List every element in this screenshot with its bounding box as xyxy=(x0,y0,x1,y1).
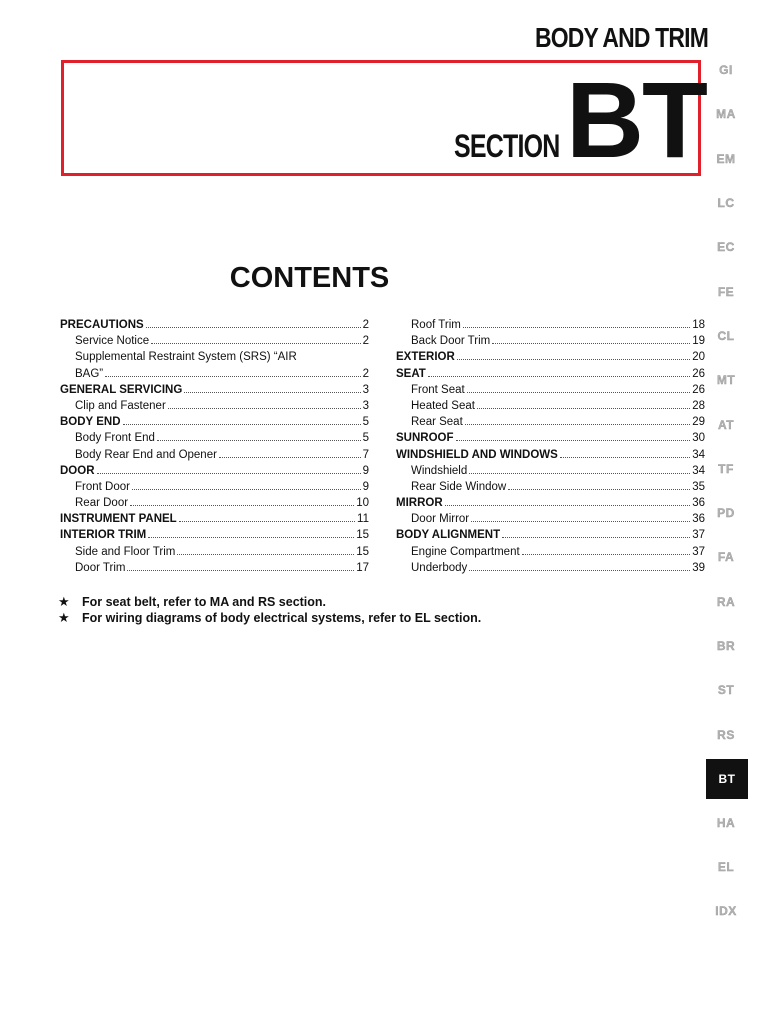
tab-cl[interactable]: CL xyxy=(717,328,735,343)
toc-entry-page: 37 xyxy=(692,529,705,542)
note-text: For wiring diagrams of body electrical systems, refer to EL section. xyxy=(82,611,482,625)
toc-entry-page: 26 xyxy=(692,367,705,380)
toc-entry-label: INSTRUMENT PANEL xyxy=(60,513,177,526)
toc-dot-leader xyxy=(467,392,691,393)
toc-entry-label: Door Trim xyxy=(75,561,126,574)
toc-entry-page: 7 xyxy=(362,448,369,461)
tab-ma[interactable]: MA xyxy=(716,107,736,122)
toc-dot-leader xyxy=(184,392,360,393)
toc-entry[interactable] xyxy=(60,513,369,529)
toc-entry-page: 17 xyxy=(356,561,369,574)
tab-fa[interactable]: FA xyxy=(717,550,735,565)
star-icon: ★ xyxy=(58,594,70,609)
toc-dot-leader xyxy=(477,408,690,409)
toc-entry-page: 9 xyxy=(362,464,369,477)
tab-fe[interactable]: FE xyxy=(717,284,735,299)
toc-dot-leader xyxy=(471,521,690,522)
toc-dot-leader xyxy=(97,473,361,474)
toc-entry-label: Heated Seat xyxy=(411,399,475,412)
toc-entry-page: 5 xyxy=(362,432,369,445)
toc-dot-leader xyxy=(148,537,354,538)
toc-entry-label: MIRROR xyxy=(396,497,443,510)
toc-entry-page: 9 xyxy=(362,480,369,493)
toc-entry[interactable] xyxy=(60,481,369,497)
toc-entry-label: Roof Trim xyxy=(411,319,461,331)
toc-dot-leader xyxy=(123,424,361,425)
toc-dot-leader xyxy=(445,505,691,506)
toc-entry-label: BODY END xyxy=(60,416,121,429)
toc-entry-label: Door Mirror xyxy=(411,513,470,526)
toc-entry-page: 2 xyxy=(362,367,369,380)
toc-entry-page: 15 xyxy=(356,529,369,542)
tab-lc[interactable]: LC xyxy=(717,196,735,211)
toc-entry-label: PRECAUTIONS xyxy=(60,319,144,331)
section-code: BT xyxy=(566,59,706,180)
toc-left-column xyxy=(60,319,369,578)
toc-dot-leader xyxy=(157,440,361,441)
toc-entry[interactable] xyxy=(60,384,369,400)
tab-ra[interactable]: RA xyxy=(716,594,736,609)
toc-entry[interactable] xyxy=(60,400,369,416)
toc-entry-label: Supplemental Restraint System (SRS) “AIR xyxy=(75,351,297,364)
toc-entry[interactable] xyxy=(396,465,705,481)
toc-entry-page: 30 xyxy=(692,432,705,445)
toc-entry-page: 29 xyxy=(692,416,705,429)
toc-entry[interactable] xyxy=(396,562,705,578)
toc-entry-label: GENERAL SERVICING xyxy=(60,383,183,396)
tab-el[interactable]: EL xyxy=(717,860,735,875)
toc-entry-page: 36 xyxy=(692,497,705,510)
toc-dot-leader xyxy=(492,343,690,344)
toc-entry-label: Engine Compartment xyxy=(411,545,520,558)
toc-entry-label: Windshield xyxy=(411,464,468,477)
toc-entry-page: 37 xyxy=(692,545,705,558)
toc-entry-page: 5 xyxy=(362,416,369,429)
toc-entry-page: 34 xyxy=(692,448,705,461)
toc-entry-label: EXTERIOR xyxy=(396,351,455,364)
toc-entry-page: 15 xyxy=(356,545,369,558)
note-item xyxy=(58,610,618,626)
notes-list xyxy=(58,594,618,626)
tab-rs[interactable]: RS xyxy=(717,727,735,742)
toc-entry-label: Rear Door xyxy=(75,497,129,510)
tab-ha[interactable]: HA xyxy=(716,815,736,830)
toc-dot-leader xyxy=(219,457,361,458)
toc-dot-leader xyxy=(168,408,361,409)
tab-br[interactable]: BR xyxy=(716,639,736,653)
toc-entry[interactable] xyxy=(60,497,369,513)
toc-entry-label: SUNROOF xyxy=(396,432,454,445)
tab-ec[interactable]: EC xyxy=(717,240,735,255)
toc-entry[interactable] xyxy=(396,335,705,351)
toc-entry[interactable] xyxy=(396,400,705,416)
toc-dot-leader xyxy=(508,489,690,490)
toc-dot-leader xyxy=(127,570,354,571)
toc-dot-leader xyxy=(469,473,690,474)
toc-entry-label: Rear Side Window xyxy=(411,480,507,493)
toc-entry-label: Underbody xyxy=(411,561,468,574)
tab-idx[interactable]: IDX xyxy=(715,904,737,919)
toc-entry-page: 3 xyxy=(362,399,369,412)
toc-entry-page: 35 xyxy=(692,480,705,493)
toc-entry[interactable] xyxy=(60,529,369,545)
toc-dot-leader xyxy=(179,521,355,522)
toc-entry-page: 2 xyxy=(362,319,369,331)
toc-entry-page: 39 xyxy=(692,561,705,574)
tab-tf[interactable]: TF xyxy=(718,461,734,476)
contents-heading xyxy=(0,262,768,295)
toc-entry-label: INTERIOR TRIM xyxy=(60,529,147,542)
contents-heading-text: CONTENTS xyxy=(229,262,390,294)
toc-entry[interactable] xyxy=(60,416,369,432)
note-item xyxy=(58,594,618,610)
toc-dot-leader xyxy=(132,489,361,490)
toc-dot-leader xyxy=(428,376,690,377)
toc-entry-page: 20 xyxy=(692,351,705,364)
toc-entry[interactable] xyxy=(396,432,705,448)
note-text: For seat belt, refer to MA and RS section. xyxy=(82,595,327,609)
toc-entry[interactable] xyxy=(60,319,369,335)
toc-entry-label: Side and Floor Trim xyxy=(75,545,176,558)
toc-entry[interactable] xyxy=(396,449,705,465)
toc-dot-leader xyxy=(463,327,690,328)
toc-entry-label: Front Seat xyxy=(411,383,465,396)
tab-st[interactable]: ST xyxy=(717,683,735,698)
toc-dot-leader xyxy=(469,570,690,571)
tab-pd[interactable]: PD xyxy=(717,506,735,521)
toc-entry[interactable] xyxy=(396,351,705,367)
toc-entry-page: 10 xyxy=(356,497,369,510)
tab-gi[interactable]: GI xyxy=(719,63,733,78)
toc-entry-page: 36 xyxy=(692,513,705,526)
tab-mt[interactable]: MT xyxy=(716,373,736,388)
toc-entry-page: 11 xyxy=(357,513,369,526)
toc-entry[interactable] xyxy=(396,416,705,432)
toc-entry[interactable] xyxy=(396,529,705,545)
toc-entry[interactable] xyxy=(60,449,369,465)
section-label: SECTION xyxy=(454,128,560,164)
toc-entry-label: BAG” xyxy=(75,367,104,380)
toc-entry[interactable] xyxy=(60,562,369,578)
toc-entry-label: BODY ALIGNMENT xyxy=(396,529,501,542)
toc-entry[interactable] xyxy=(396,384,705,400)
toc-entry-page: 2 xyxy=(362,335,369,348)
toc-entry[interactable] xyxy=(396,481,705,497)
toc-entry[interactable] xyxy=(396,546,705,562)
toc-entry-page: 26 xyxy=(692,383,705,396)
toc-dot-leader xyxy=(146,327,361,328)
section-index-tabs xyxy=(706,48,746,934)
page-title: BODY AND TRIM xyxy=(534,22,708,53)
toc-entry[interactable] xyxy=(60,465,369,481)
toc-entry-label: Body Front End xyxy=(75,432,155,445)
toc-dot-leader xyxy=(522,554,691,555)
toc-entry[interactable] xyxy=(60,546,369,562)
toc-entry-page: 3 xyxy=(362,383,369,396)
toc-entry[interactable] xyxy=(60,368,369,384)
tab-at[interactable]: AT xyxy=(717,417,735,432)
toc-entry-label: Service Notice xyxy=(75,335,150,348)
toc-dot-leader xyxy=(560,457,690,458)
toc-entry[interactable] xyxy=(396,368,705,384)
toc-dot-leader xyxy=(456,440,691,441)
toc-entry[interactable] xyxy=(396,319,705,335)
toc-dot-leader xyxy=(457,359,690,360)
toc-entry-page: 19 xyxy=(692,335,705,348)
toc-right-column xyxy=(396,319,705,578)
toc-entry-page: 18 xyxy=(692,319,705,331)
toc-entry-label: DOOR xyxy=(60,464,95,477)
toc-entry-page: 34 xyxy=(692,464,705,477)
toc-entry-label: Body Rear End and Opener xyxy=(75,448,217,461)
tab-bt[interactable]: BT xyxy=(706,759,748,799)
tab-em[interactable]: EM xyxy=(716,151,736,166)
toc-dot-leader xyxy=(465,424,690,425)
toc-dot-leader xyxy=(151,343,360,344)
toc-entry-label: SEAT xyxy=(396,367,426,380)
toc-entry-label: Front Door xyxy=(75,480,130,493)
toc-dot-leader xyxy=(502,537,690,538)
toc-dot-leader xyxy=(177,554,354,555)
toc-entry-page: 28 xyxy=(692,399,705,412)
toc-entry[interactable] xyxy=(60,351,369,367)
toc-entry[interactable] xyxy=(60,335,369,351)
toc-entry-label: WINDSHIELD AND WINDOWS xyxy=(396,448,558,461)
toc-entry-label: Clip and Fastener xyxy=(75,399,166,412)
toc-entry[interactable] xyxy=(60,432,369,448)
toc-entry-label: Rear Seat xyxy=(411,416,463,429)
toc-dot-leader xyxy=(130,505,354,506)
toc-entry[interactable] xyxy=(396,497,705,513)
toc-dot-leader xyxy=(105,376,360,377)
toc-entry[interactable] xyxy=(396,513,705,529)
star-icon: ★ xyxy=(58,610,70,625)
toc-entry-label: Back Door Trim xyxy=(411,335,491,348)
